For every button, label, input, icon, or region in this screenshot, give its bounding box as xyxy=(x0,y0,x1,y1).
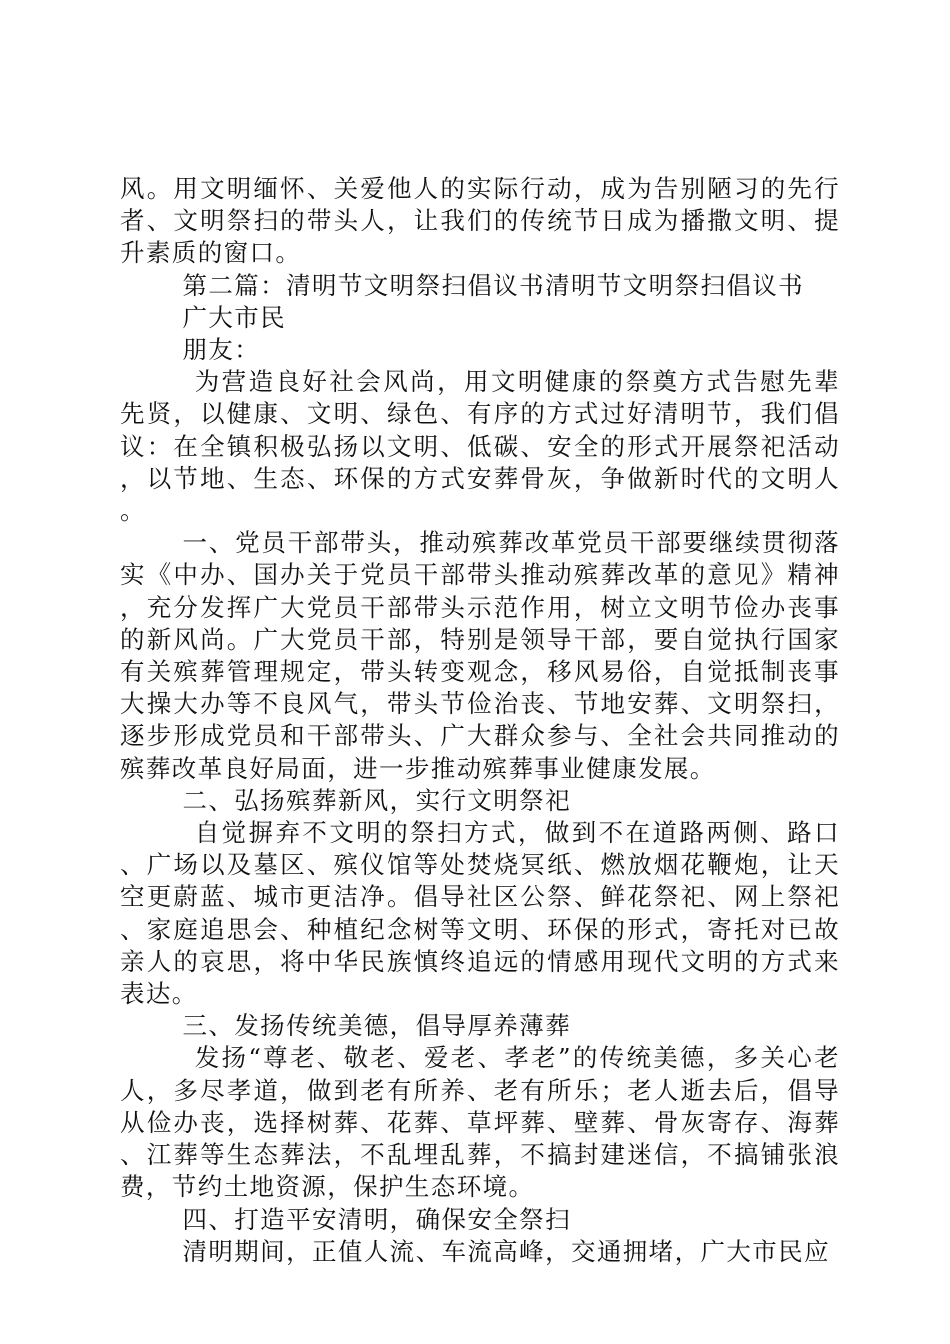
paragraph-item-2: 自觉摒弃不文明的祭扫方式，做到不在道路两侧、路口、广场以及墓区、殡仪馆等处焚烧冥纸、燃放烟花鞭炮，让天空更蔚蓝、城市更洁净。倡导社区公祭、鲜花祭祀、网上祭祀、家庭追思会、种植纪念树等文明、环保的形式，寄托对已故亲人的哀思，将中华民族慎终追远的情感用现代文明的方式来表达。 xyxy=(120,818,840,1009)
salutation-line-1: 广大市民 xyxy=(182,302,287,332)
salutation-line-2: 朋友： xyxy=(182,335,261,365)
heading-item-4: 四、打造平安清明，确保安全祭扫 xyxy=(182,1204,571,1234)
document-body xyxy=(120,173,840,1268)
section-title: 第二篇：清明节文明祭扫倡议书清明节文明祭扫倡议书 xyxy=(182,270,805,300)
paragraph-item-1: 一、党员干部带头，推动殡葬改革党员干部要继续贯彻落实《中办、国办关于党员干部带头推动殡葬改革的意见》精神，充分发挥广大党员干部带头示范作用，树立文明节俭办丧事的新风尚。广大党员干部，特别是领导干部，要自觉执行国家有关殡葬管理规定，带头转变观念，移风易俗，自觉抵制丧事大操大办等不良风气，带头节俭治丧、节地安葬、文明祭扫，逐步形成党员和干部带头、广大群众参与、全社会共同推动的殡葬改革良好局面，进一步推动殡葬事业健康发展。 xyxy=(120,528,840,783)
paragraph-intro: 为营造良好社会风尚，用文明健康的祭奠方式告慰先辈先贤，以健康、文明、绿色、有序的方式过好清明节，我们倡议：在全镇积极弘扬以文明、低碳、安全的形式开展祭祀活动，以节地、生态、环保的方式安葬骨灰，争做新时代的文明人。 xyxy=(120,367,840,526)
paragraph-item-4: 清明期间，正值人流、车流高峰，交通拥堵，广大市民应 xyxy=(182,1236,830,1266)
paragraph-item-3: 发扬“尊老、敬老、爱老、孝老”的传统美德，多关心老人，多尽孝道，做到老有所养、老有所乐；老人逝去后，倡导从俭办丧，选择树葬、花葬、草坪葬、壁葬、骨灰寄存、海葬、江葬等生态葬法，不乱埋乱葬，不搞封建迷信，不搞铺张浪费，节约土地资源，保护生态环境。 xyxy=(120,1043,840,1202)
paragraph-continuation: 风。用文明缅怀、关爱他人的实际行动，成为告别陋习的先行者、文明祭扫的带头人，让我们的传统节日成为播撒文明、提升素质的窗口。 xyxy=(120,174,840,268)
heading-item-2: 二、弘扬殡葬新风，实行文明祭祀 xyxy=(182,785,571,815)
heading-item-3: 三、发扬传统美德，倡导厚养薄葬 xyxy=(182,1011,571,1041)
